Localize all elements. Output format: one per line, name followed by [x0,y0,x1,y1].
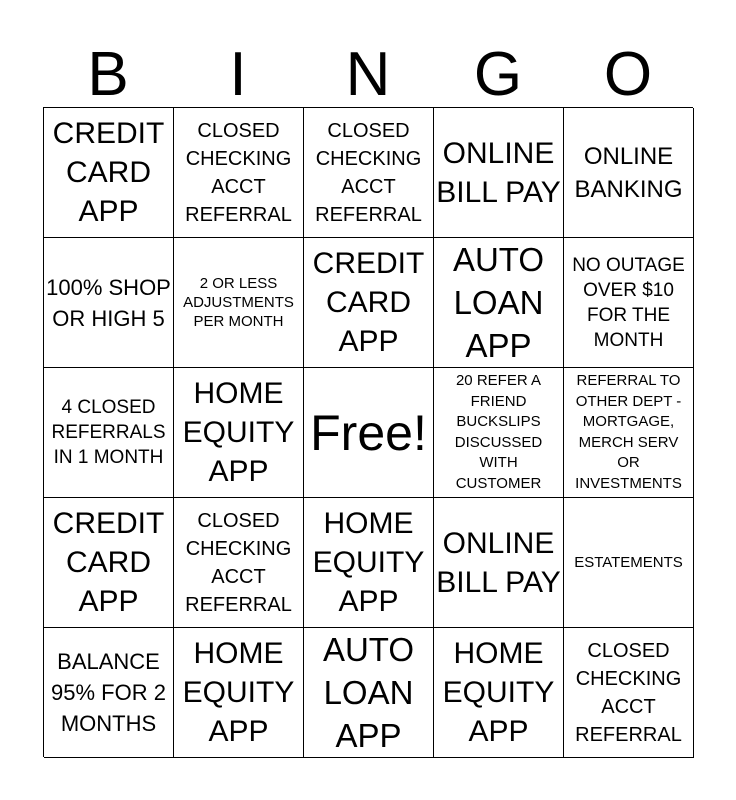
bingo-cell[interactable] [434,108,564,238]
bingo-cell[interactable] [564,628,694,758]
cell-text: 4 CLOSED REFERRALS IN 1 MONTH [51,397,166,468]
bingo-cell[interactable] [564,498,694,628]
cell-text: 100% SHOP OR HIGH 5 [46,274,171,331]
bingo-cell[interactable] [44,498,174,628]
header-letter-g: G [473,40,523,109]
bingo-cell[interactable] [44,368,174,498]
bingo-header [43,42,693,108]
bingo-cell[interactable] [304,238,434,368]
cell-text: NO OUTAGE OVER $10 FOR THE MONTH [572,254,685,351]
bingo-cell[interactable] [434,238,564,368]
cell-text: REFERRAL TO OTHER DEPT - MORTGAGE, MERCH SERV OR INVESTMENTS [575,372,682,492]
header-letter-n: N [345,40,391,109]
bingo-cell[interactable] [44,108,174,238]
cell-text: 20 REFER A FRIEND BUCKSLIPS DISCUSSED WITH CUSTOMER [454,372,543,492]
bingo-cell[interactable] [564,368,694,498]
bingo-cell[interactable] [434,498,564,628]
cell-text: CREDIT CARD APP [312,247,425,358]
bingo-cell[interactable] [174,498,304,628]
cell-text: CLOSED CHECKING ACCT REFERRAL [575,639,682,746]
cell-text: HOME EQUITY APP [182,377,295,488]
free-space-cell[interactable] [304,368,434,498]
bingo-cell[interactable] [434,628,564,758]
bingo-cell[interactable] [44,628,174,758]
cell-text: CLOSED CHECKING ACCT REFERRAL [315,119,422,226]
cell-text: CREDIT CARD APP [52,117,165,228]
cell-text: HOME EQUITY APP [442,637,555,748]
cell-text: ONLINE BILL PAY [436,526,561,599]
bingo-cell[interactable] [174,108,304,238]
cell-text: CLOSED CHECKING ACCT REFERRAL [185,119,292,226]
header-letter-o: O [603,40,653,109]
bingo-cell[interactable] [304,108,434,238]
bingo-cell[interactable] [174,238,304,368]
bingo-cell[interactable] [564,108,694,238]
cell-text: AUTO LOAN APP [322,631,415,754]
cell-text: BALANCE 95% FOR 2 MONTHS [51,649,166,736]
cell-text: ONLINE BANKING [574,142,683,203]
cell-text: CREDIT CARD APP [52,507,165,618]
cell-text: HOME EQUITY APP [312,507,425,618]
cell-text: ONLINE BILL PAY [436,136,561,209]
cell-text: HOME EQUITY APP [182,637,295,748]
cell-text: AUTO LOAN APP [452,241,545,364]
bingo-cell[interactable] [304,498,434,628]
bingo-cell[interactable] [564,238,694,368]
header-letter-i: I [229,40,247,109]
bingo-card-grid [43,107,693,757]
bingo-cell[interactable] [174,368,304,498]
cell-text: ESTATEMENTS [574,554,683,571]
bingo-cell[interactable] [174,628,304,758]
bingo-cell[interactable] [304,628,434,758]
cell-text: 2 OR LESS ADJUSTMENTS PER MONTH [183,275,294,330]
free-space-text: Free! [310,404,427,461]
header-letter-b: B [87,40,129,109]
cell-text: CLOSED CHECKING ACCT REFERRAL [185,509,292,616]
bingo-cell[interactable] [44,238,174,368]
bingo-cell[interactable] [434,368,564,498]
